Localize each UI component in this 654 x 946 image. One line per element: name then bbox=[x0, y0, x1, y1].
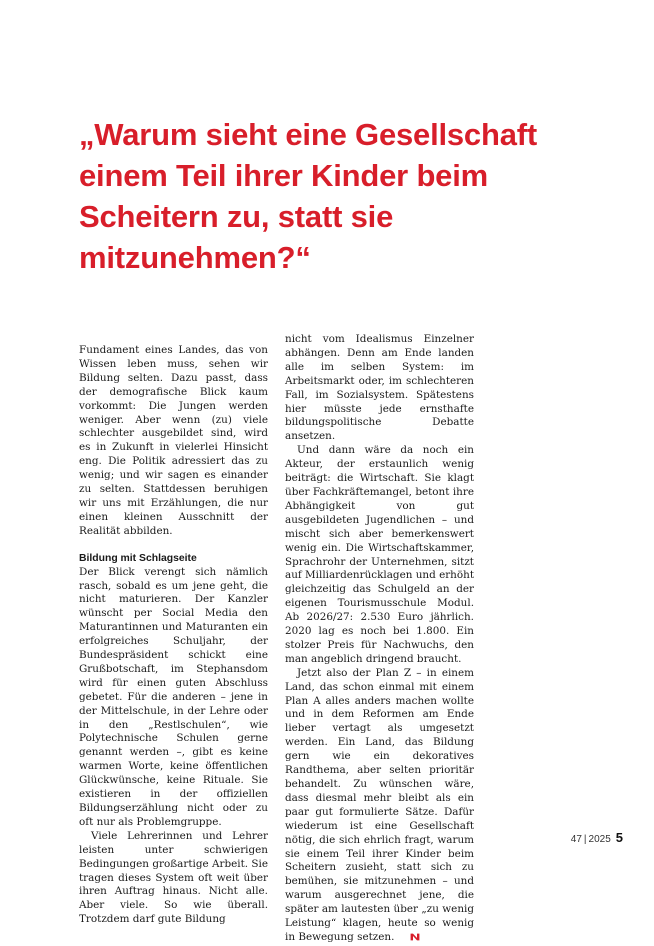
page-number: 5 bbox=[615, 830, 623, 845]
issue-number: 47 bbox=[570, 834, 582, 845]
paragraph: Fundament eines Landes, das von Wissen leben muss, sehen wir Bildung selten. Dazu passt, dass der demografische Blick kaum vorkommt: Die Jungen werden weniger. Aber wenn (zu) viele schlechter ausgebildet sind, wird es in Zukunft in vielerlei Hinsicht eng. Die Politik adressiert das zu wenig; und wir sagen es einander zu selten. Stattdessen beruhigen wir uns mit Erzählungen, die nur einen kleinen Ausschnitt der Realität abbilden. bbox=[79, 344, 268, 537]
paragraph: Viele Lehrerinnen und Lehrer leisten unter schwierigen Bedingungen großartige Arbeit. Sie tragen dieses System oft weit über ihren Auftrag hinaus. Nicht alle. Aber viele. So wie überall. Trotzdem darf gute Bildung bbox=[79, 829, 268, 926]
article-column-right bbox=[285, 333, 474, 946]
paragraph: nicht vom Idealismus Einzelner abhängen. Denn am Ende landen alle im selben System: im Arbeitsmarkt oder, im schlechteren Fall, im Sozialsystem. Spätestens hier müsste jede ernsthafte bildungspolitische Debatte ansetzen. bbox=[285, 333, 474, 443]
paragraph-text: Jetzt also der Plan Z – in einem Land, das schon einmal mit einem Plan A alles anders machen wollte und in dem Reformen am Ende lieber vertagt als umgesetzt werden. Ein Land, das Bildung gern wie ein dekoratives Randthema, aber selten prioritär behandelt. Zu wünschen wäre, dass diesmal mehr bleibt als ein paar gut formulierte Sätze. Dafür wiederum ist eine Gesellschaft nötig, die sich ehrlich fragt, warum sie einem Teil ihrer Kinder beim Scheitern zusieht, statt sich zu bemühen, sie mitzunehmen – und warum ausgerechnet jene, die später am lautesten über „zu wenig Leistung“ klagen, heute so wenig in Bewegung setzen. bbox=[285, 666, 474, 943]
article-column-left bbox=[79, 344, 268, 927]
section-subheading: Bildung mit Schlagseite bbox=[79, 552, 197, 564]
issue-year: 2025 bbox=[588, 834, 611, 845]
paragraph: Und dann wäre da noch ein Akteur, der erstaunlich wenig beiträgt: die Wirtschaft. Sie klagt über Fachkräftemangel, betont ihre Abhängigkeit von gut ausgebildeten Jugendlichen – und mischt sich aber bemerkenswert wenig ein. Die Wirtschaftskammer, Sprachrohr der Unternehmen, sitzt auf Milliardenrücklagen und erhöht gleichzeitig das Schulgeld an der eigenen Tourismusschule Modul. Ab 2026/27: 2.530 Euro jährlich. 2020 lag es noch bei 1.800. Ein stolzer Preis für Nachwuchs, den man angeblich dringend braucht. bbox=[285, 444, 474, 665]
paragraph bbox=[285, 667, 474, 946]
paragraph: Der Blick verengt sich nämlich rasch, sobald es um jene geht, die nicht maturieren. Der Kanzler wünscht per Social Media den Maturantinnen und Maturanten ein erfolgreiches Schuljahr, der Bundespräsident schickt eine Grußbotschaft, im Stephansdom wird für einen guten Abschluss gebetet. Für die anderen – jene in der Mittelschule, in der Lehre oder in den „Restlschulen“, wie Polytechnische Schulen gerne genannt werden –, gibt es keine warmen Worte, keine öffentlichen Glückwünsche, keine Rituale. Sie existieren in der offiziellen Bildungserzählung nicht oder zu oft nur als Problemgruppe. bbox=[79, 565, 268, 828]
page-footer bbox=[571, 830, 623, 845]
footer-separator: | bbox=[583, 834, 587, 845]
end-of-article-icon bbox=[398, 932, 420, 946]
page-headline: „Warum sieht eine Gesellschaft einem Teil ihrer Kinder beim Scheitern zu, statt sie mitzunehmen?“ bbox=[79, 117, 538, 275]
